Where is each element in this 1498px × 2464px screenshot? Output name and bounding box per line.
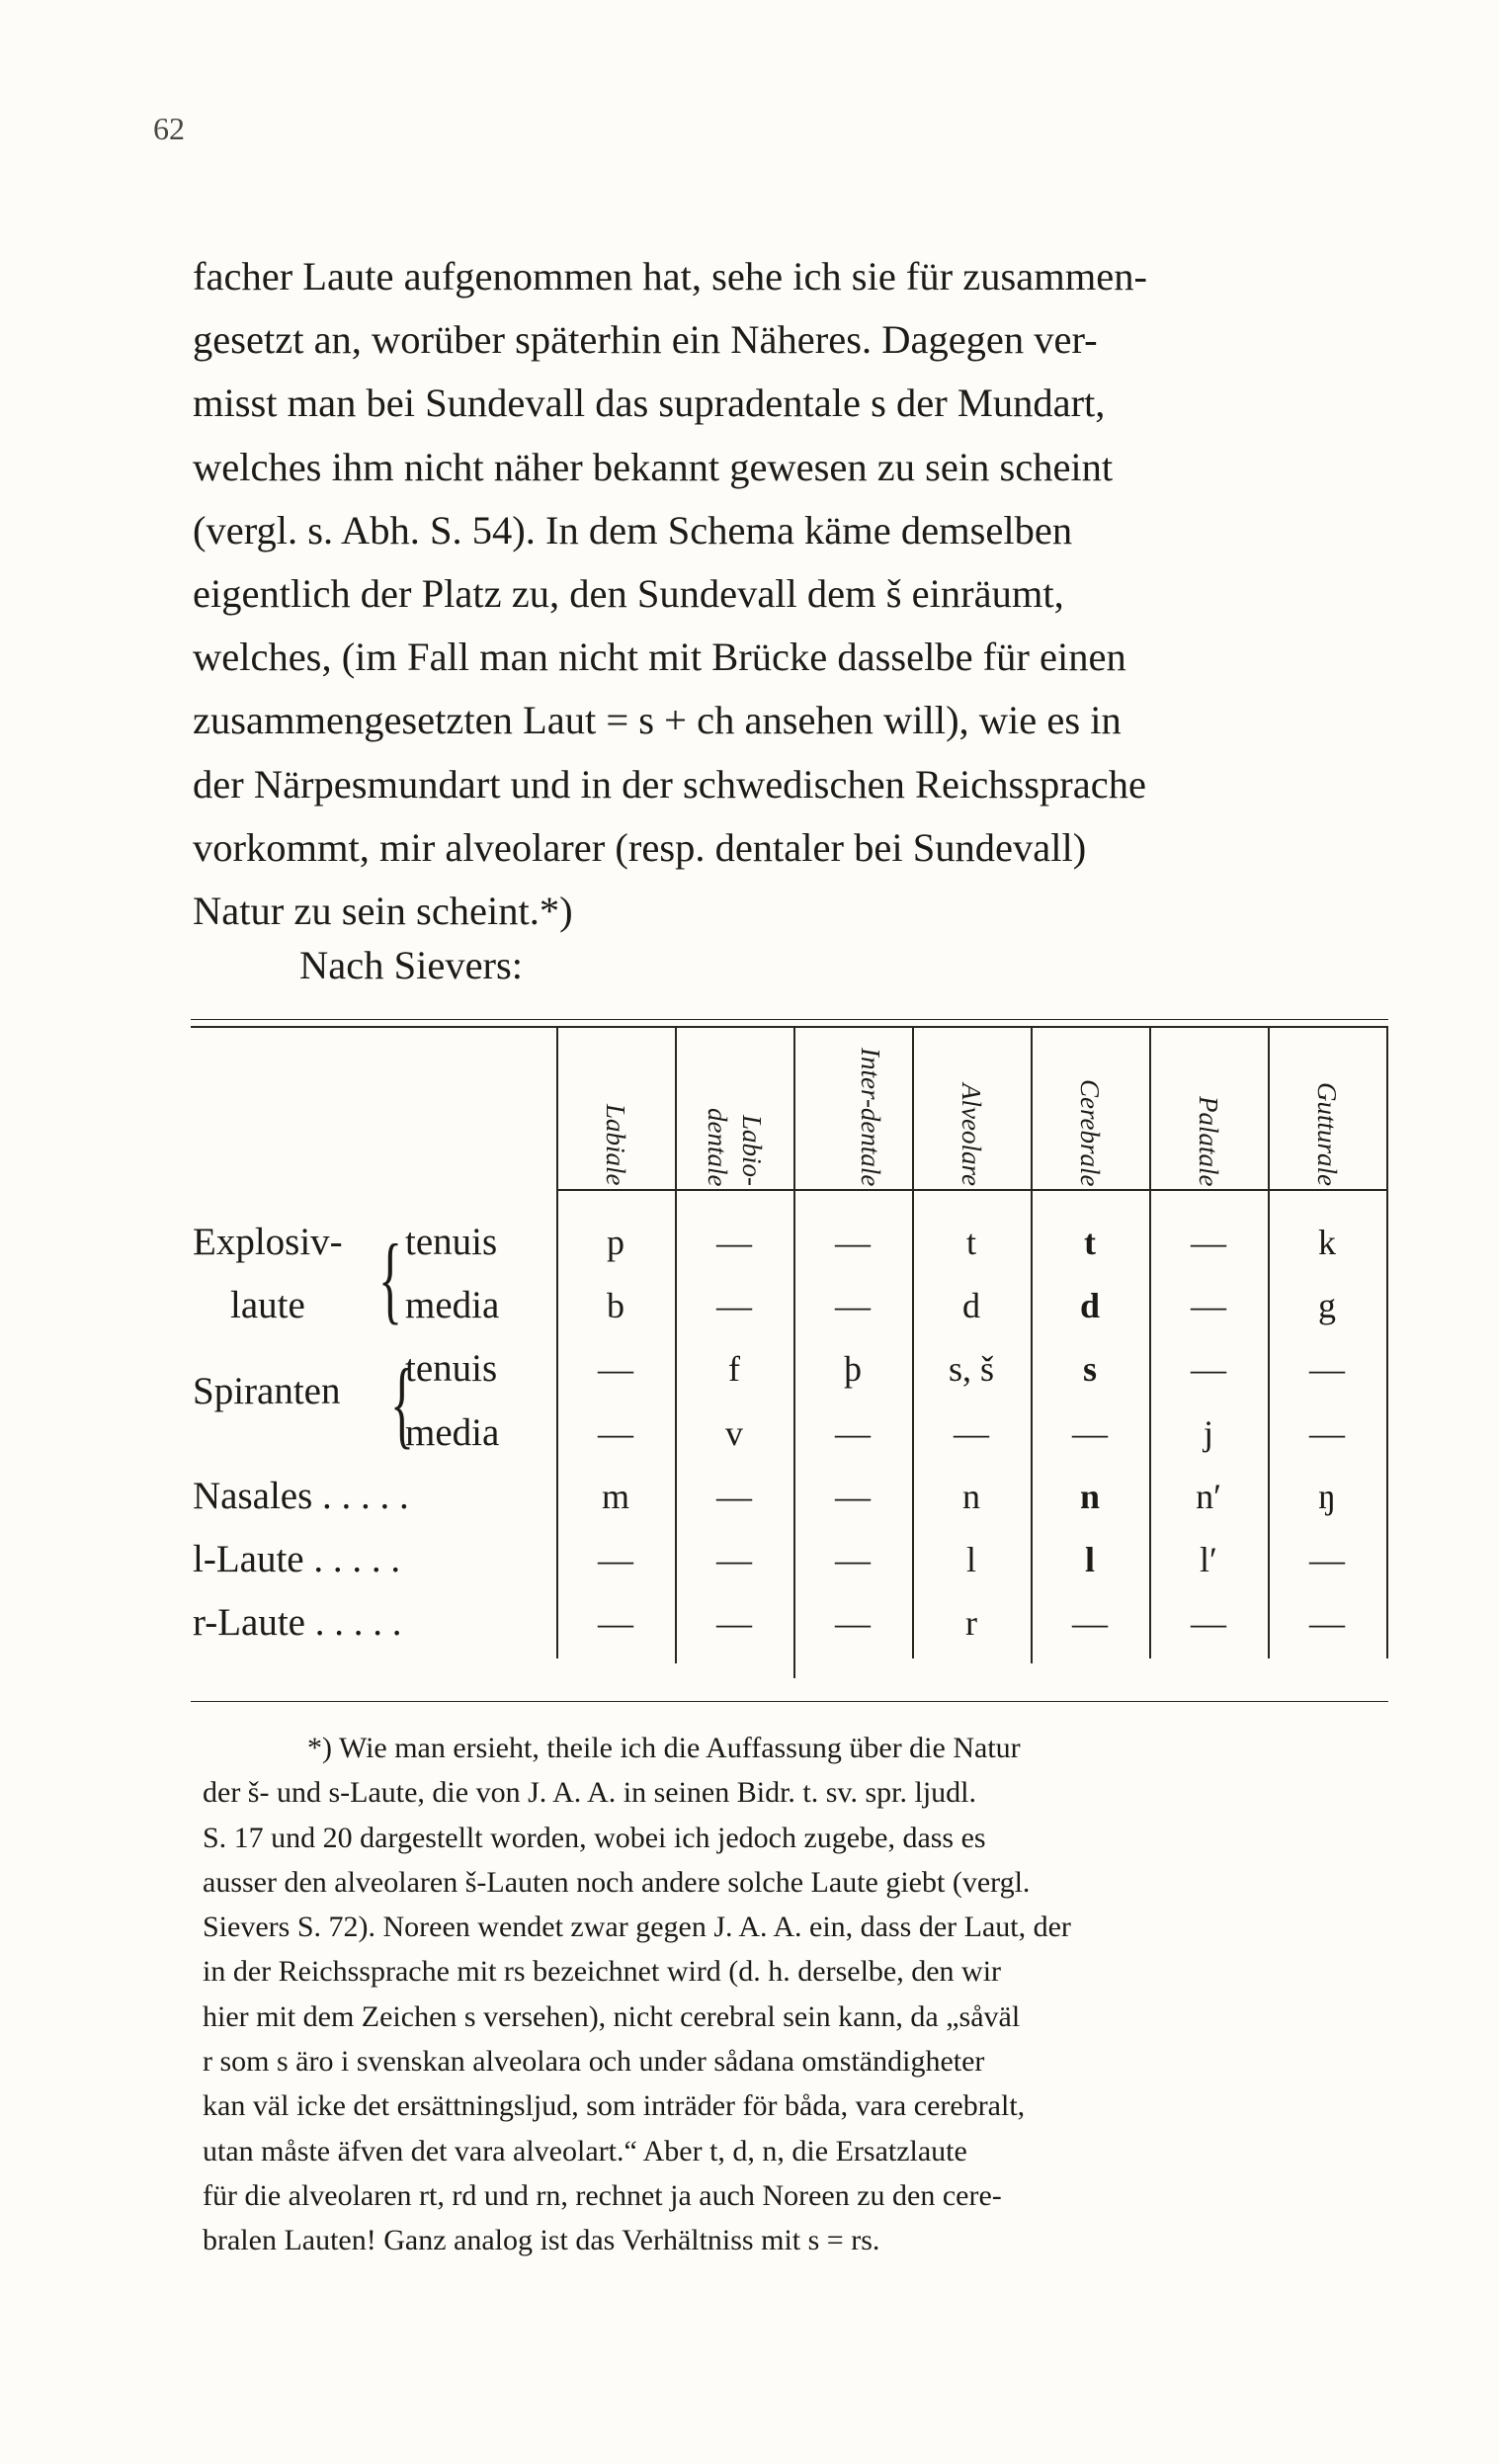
row-label-r-laute: r-Laute . . . . . bbox=[193, 1601, 402, 1644]
table-cell: — bbox=[1309, 1603, 1345, 1643]
table-top-rule bbox=[191, 1019, 1388, 1020]
text-line: gesetzt an, worüber späterhin ein Näheres. Dagegen ver- bbox=[193, 317, 1098, 363]
footnote-line: S. 17 und 20 dargestellt worden, wobei ich jedoch zugebe, dass es bbox=[203, 1821, 986, 1854]
page-number: 62 bbox=[153, 111, 185, 146]
table-cell: t bbox=[965, 1223, 976, 1262]
row-label-nasales: Nasales . . . . . bbox=[193, 1475, 409, 1517]
table-cell: — bbox=[835, 1603, 871, 1643]
table-cell: p bbox=[607, 1223, 624, 1262]
table-cell: s, š bbox=[948, 1349, 995, 1389]
text-line: (vergl. s. Abh. S. 54). In dem Schema käme demselben bbox=[193, 507, 1073, 552]
footnote-rule bbox=[191, 1701, 1388, 1702]
column-divider bbox=[1386, 1026, 1388, 1658]
column-header-labio-dentale: Labio-dentale bbox=[703, 1107, 767, 1186]
table-cell: n bbox=[1079, 1477, 1101, 1516]
row-label-media-spirant: media bbox=[405, 1411, 500, 1454]
table-cell: — bbox=[716, 1223, 752, 1262]
column-header-alveolare: Alveolare bbox=[957, 1083, 986, 1186]
table-cell: — bbox=[598, 1413, 633, 1453]
column-header-cerebrale: Cerebrale bbox=[1075, 1078, 1105, 1186]
text-line: Natur zu sein scheint.*) bbox=[193, 889, 573, 934]
table-cell: — bbox=[835, 1540, 871, 1579]
table-cell: — bbox=[1191, 1286, 1226, 1325]
row-label-media: media bbox=[405, 1284, 500, 1326]
table-intro: Nach Sievers: bbox=[299, 943, 524, 987]
footnote-line: Sievers S. 72). Noreen wendet zwar gegen J. A. A. ein, dass der Laut, der bbox=[203, 1911, 1071, 1944]
table-cell: t bbox=[1084, 1223, 1096, 1262]
table-cell: l bbox=[965, 1540, 976, 1579]
main-paragraph bbox=[193, 245, 1396, 943]
table-cell: — bbox=[1072, 1603, 1108, 1643]
row-label-tenuis-spirant: tenuis bbox=[405, 1347, 498, 1390]
table-cell: — bbox=[835, 1477, 871, 1516]
table-top-rule-double bbox=[191, 1026, 1388, 1028]
text-line: zusammengesetzten Laut = s + ch ansehen will), wie es in bbox=[193, 698, 1122, 743]
column-header-labiale: Labiale bbox=[601, 1104, 630, 1186]
table-cell: l bbox=[1084, 1540, 1095, 1579]
table-cell: ŋ bbox=[1318, 1477, 1336, 1516]
column-header-inter-dentale: Inter-dentale bbox=[856, 1047, 885, 1186]
footnote-line: bralen Lauten! Ganz analog ist das Verhältniss mit s = rs. bbox=[203, 2224, 880, 2257]
table-cell: — bbox=[598, 1540, 633, 1579]
column-header-palatale: Palatale bbox=[1194, 1095, 1223, 1186]
table-cell: — bbox=[598, 1349, 633, 1389]
table-cell: — bbox=[716, 1286, 752, 1325]
footnote-line: hier mit dem Zeichen s versehen), nicht cerebral sein kann, da „såväl bbox=[203, 1999, 1021, 2033]
text-line: facher Laute aufgenommen hat, sehe ich sie für zusammen- bbox=[193, 254, 1147, 298]
table-cell: n′ bbox=[1196, 1477, 1221, 1516]
table-cell: — bbox=[1191, 1349, 1226, 1389]
table-cell: — bbox=[716, 1540, 752, 1579]
row-label-l-laute: l-Laute . . . . . bbox=[193, 1538, 401, 1580]
table-cell: r bbox=[965, 1603, 977, 1643]
text-line: misst man bei Sundevall das supradentale s der Mundart, bbox=[193, 381, 1106, 426]
table-cell: — bbox=[835, 1286, 871, 1325]
table-cell: — bbox=[1191, 1223, 1226, 1262]
table-cell: k bbox=[1318, 1223, 1336, 1262]
footnote-line: r som s äro i svenskan alveolara och under sådana omständigheter bbox=[203, 2045, 985, 2079]
text-line: welches ihm nicht näher bekannt gewesen zu sein scheint bbox=[193, 444, 1114, 489]
group-label-spiranten: Spiranten bbox=[193, 1370, 341, 1412]
footnote-line: utan måste äfven det vara alveolart.“ Aber t, d, n, die Ersatzlaute bbox=[203, 2134, 967, 2167]
footnote-line: der š- und s-Laute, die von J. A. A. in seinen Bidr. t. sv. spr. ljudl. bbox=[203, 1776, 977, 1810]
text-line: der Närpesmundart und in der schwedischen Reichssprache bbox=[193, 761, 1146, 807]
table-cell: — bbox=[1309, 1413, 1345, 1453]
table-cell: — bbox=[1072, 1413, 1108, 1453]
table-cell: d bbox=[1079, 1286, 1101, 1325]
text-line: welches, (im Fall man nicht mit Brücke dasselbe für einen bbox=[193, 635, 1126, 680]
group-label-explosiv: Explosiv- bbox=[193, 1221, 343, 1263]
footnote-line: *) Wie man ersieht, theile ich die Auffassung über die Natur bbox=[307, 1732, 1021, 1764]
table-cell: — bbox=[716, 1603, 752, 1643]
footnote-line: ausser den alveolaren š-Lauten noch andere solche Laute giebt (vergl. bbox=[203, 1865, 1031, 1899]
text-line: vorkommt, mir alveolarer (resp. dentaler bei Sundevall) bbox=[193, 824, 1087, 870]
table-cell: l′ bbox=[1200, 1540, 1217, 1579]
table-cell: n bbox=[962, 1477, 980, 1516]
footnote-line: kan väl icke det ersättningsljud, som inträder för båda, vara cerebralt, bbox=[203, 2089, 1026, 2123]
table-cell: — bbox=[598, 1603, 633, 1643]
brace-spiranten: { bbox=[390, 1348, 414, 1458]
table-cell: — bbox=[954, 1413, 989, 1453]
table-cell: v bbox=[725, 1413, 743, 1453]
table-cell: f bbox=[728, 1349, 740, 1389]
table-cell: — bbox=[835, 1413, 871, 1453]
table-cell: j bbox=[1203, 1413, 1213, 1453]
table-cell: g bbox=[1318, 1286, 1336, 1325]
row-label-tenuis: tenuis bbox=[405, 1221, 498, 1263]
text-line: eigentlich der Platz zu, den Sundevall dem š einräumt, bbox=[193, 571, 1064, 617]
table-cell: — bbox=[1309, 1540, 1345, 1579]
brace-explosiv: { bbox=[378, 1224, 402, 1333]
table-cell: þ bbox=[844, 1349, 862, 1389]
column-header-gutturale: Gutturale bbox=[1312, 1082, 1342, 1186]
table-cell: — bbox=[1191, 1603, 1226, 1643]
table-cell: — bbox=[1309, 1349, 1345, 1389]
footnote-line: in der Reichssprache mit rs bezeichnet wird (d. h. derselbe, den wir bbox=[203, 1955, 1002, 1989]
table-cell: — bbox=[716, 1477, 752, 1516]
table-cell: m bbox=[601, 1477, 629, 1516]
footnote-line: für die alveolaren rt, rd und rn, rechnet ja auch Noreen zu den cere- bbox=[203, 2178, 1002, 2212]
footnote bbox=[203, 1726, 1396, 2263]
group-label-explosiv-2: laute bbox=[230, 1284, 305, 1326]
table-header-rule bbox=[556, 1189, 1388, 1191]
table-cell: d bbox=[962, 1286, 980, 1325]
table-cell: s bbox=[1082, 1349, 1097, 1389]
table-cell: — bbox=[835, 1223, 871, 1262]
table-cell: b bbox=[607, 1286, 624, 1325]
